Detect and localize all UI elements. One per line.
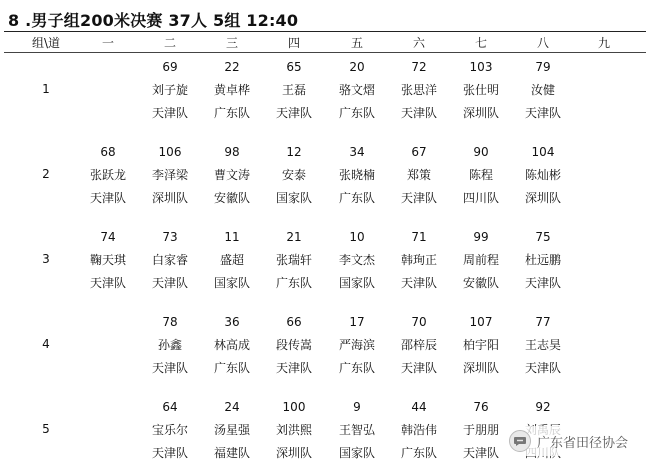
header-lane-1: 一	[101, 36, 115, 50]
bib-number: 75	[535, 230, 551, 244]
header-lane-6: 六	[412, 36, 426, 50]
athlete-entry	[389, 398, 449, 467]
athlete-name: 王志昊	[524, 338, 561, 352]
bib-number: 24	[224, 400, 240, 414]
bib-number: 12	[286, 145, 302, 159]
team-name: 天津队	[524, 106, 561, 120]
team-name: 安徽队	[462, 276, 499, 290]
bib-number: 90	[473, 145, 489, 159]
team-name: 四川队	[462, 191, 499, 205]
athlete-entry	[451, 313, 511, 382]
team-name: 广东队	[213, 106, 250, 120]
athlete-name: 安泰	[281, 168, 306, 182]
athlete-name: 孙鑫	[157, 338, 182, 352]
athlete-entry	[389, 228, 449, 297]
team-name: 天津队	[89, 191, 126, 205]
athlete-name: 李泽梁	[151, 168, 188, 182]
athlete-name: 骆文熠	[338, 83, 375, 97]
athlete-name: 李文杰	[338, 253, 375, 267]
athlete-name: 陈程	[468, 168, 493, 182]
bib-number: 34	[349, 145, 365, 159]
team-name: 天津队	[89, 276, 126, 290]
athlete-name: 宝乐尔	[151, 423, 188, 437]
athlete-entry	[202, 313, 262, 382]
athlete-name: 张瑞轩	[275, 253, 312, 267]
athlete-name: 郑策	[406, 168, 431, 182]
bib-number: 17	[349, 315, 365, 329]
team-name: 广东队	[338, 106, 375, 120]
athlete-entry	[513, 58, 573, 127]
athlete-entry	[202, 143, 262, 212]
bib-number: 68	[100, 145, 116, 159]
heat-group	[0, 228, 650, 296]
athlete-entry	[451, 228, 511, 297]
athlete-name: 杜远鹏	[524, 253, 561, 267]
athlete-name: 汤星强	[213, 423, 250, 437]
bib-number: 76	[473, 400, 489, 414]
team-name: 天津队	[524, 276, 561, 290]
bib-number: 21	[286, 230, 302, 244]
bib-number: 10	[349, 230, 365, 244]
athlete-entry	[78, 143, 138, 212]
team-name: 广东队	[213, 361, 250, 375]
page-title: 8 .男子组200米决赛 37人 5组 12:40	[8, 11, 299, 30]
bib-number: 77	[535, 315, 551, 329]
header-lane-5: 五	[350, 36, 364, 50]
table-header	[0, 34, 650, 54]
team-name: 安徽队	[213, 191, 250, 205]
athlete-entry	[451, 58, 511, 127]
bib-number: 65	[286, 60, 302, 74]
bib-number: 99	[473, 230, 489, 244]
chat-bubble-icon	[509, 430, 531, 452]
bib-number: 9	[353, 400, 361, 414]
team-name: 深圳队	[524, 191, 561, 205]
athlete-name: 黄卓桦	[213, 83, 250, 97]
team-name: 广东队	[338, 361, 375, 375]
bib-number: 11	[224, 230, 240, 244]
athlete-name: 王磊	[281, 83, 306, 97]
team-name: 天津队	[400, 191, 437, 205]
header-lane-3: 三	[225, 36, 239, 50]
athlete-entry	[327, 313, 387, 382]
header-lane-9: 九	[597, 36, 611, 50]
bib-number: 79	[535, 60, 551, 74]
group-number: 5	[42, 422, 50, 436]
bib-number: 70	[411, 315, 427, 329]
team-name: 天津队	[400, 276, 437, 290]
athlete-name: 白家睿	[151, 253, 188, 267]
team-name: 天津队	[151, 446, 188, 460]
athlete-entry	[264, 228, 324, 297]
bib-number: 104	[531, 145, 555, 159]
athlete-entry	[327, 143, 387, 212]
bib-number: 106	[158, 145, 182, 159]
athlete-entry	[140, 143, 200, 212]
athlete-name: 周前程	[462, 253, 499, 267]
group-number: 2	[42, 167, 50, 181]
athlete-entry	[140, 228, 200, 297]
team-name: 天津队	[524, 361, 561, 375]
athlete-name: 林高成	[213, 338, 250, 352]
bib-number: 103	[469, 60, 493, 74]
bib-number: 74	[100, 230, 116, 244]
team-name: 福建队	[213, 446, 250, 460]
team-name: 国家队	[275, 191, 312, 205]
bib-number: 100	[282, 400, 306, 414]
athlete-entry	[389, 143, 449, 212]
athlete-name: 韩浩伟	[400, 423, 437, 437]
athlete-entry	[513, 228, 573, 297]
heat-group	[0, 58, 650, 126]
athlete-name: 刘洪熙	[275, 423, 312, 437]
team-name: 天津队	[151, 361, 188, 375]
athlete-entry	[264, 398, 324, 467]
watermark-text: 广东省田径协会	[536, 435, 628, 451]
group-number: 3	[42, 252, 50, 266]
team-name: 天津队	[275, 106, 312, 120]
group-number: 4	[42, 337, 50, 351]
athlete-name: 陈灿彬	[524, 168, 561, 182]
athlete-name: 张跃龙	[89, 168, 126, 182]
header-lane-8: 八	[536, 36, 550, 50]
athlete-entry	[327, 398, 387, 467]
athlete-name: 张仕明	[462, 83, 499, 97]
athlete-entry	[78, 228, 138, 297]
athlete-entry	[451, 143, 511, 212]
bib-number: 69	[162, 60, 178, 74]
athlete-entry	[140, 398, 200, 467]
athlete-name: 严海滨	[338, 338, 375, 352]
athlete-entry	[140, 313, 200, 382]
athlete-name: 张晓楠	[338, 168, 375, 182]
bib-number: 22	[224, 60, 240, 74]
header-rule	[4, 52, 646, 53]
athlete-entry	[389, 313, 449, 382]
athlete-entry	[140, 58, 200, 127]
bib-number: 71	[411, 230, 427, 244]
team-name: 广东队	[275, 276, 312, 290]
header-lane-7: 七	[474, 36, 488, 50]
athlete-entry	[513, 143, 573, 212]
team-name: 天津队	[151, 276, 188, 290]
athlete-name: 邵梓辰	[400, 338, 437, 352]
bib-number: 64	[162, 400, 178, 414]
athlete-name: 张思洋	[400, 83, 437, 97]
bib-number: 66	[286, 315, 302, 329]
athlete-name: 于朋朋	[462, 423, 499, 437]
athlete-entry	[202, 228, 262, 297]
bib-number: 92	[535, 400, 551, 414]
athlete-name: 鞠天琪	[89, 253, 126, 267]
team-name: 天津队	[462, 446, 499, 460]
athlete-entry	[513, 313, 573, 382]
title-rule	[4, 31, 646, 32]
athlete-name: 盛超	[219, 253, 244, 267]
bib-number: 107	[469, 315, 493, 329]
athlete-name: 刘子旋	[151, 83, 188, 97]
athlete-entry	[264, 58, 324, 127]
heat-group	[0, 143, 650, 211]
header-lane-4: 四	[287, 36, 301, 50]
team-name: 国家队	[338, 276, 375, 290]
team-name: 天津队	[400, 106, 437, 120]
watermark	[503, 426, 634, 456]
team-name: 天津队	[151, 106, 188, 120]
team-name: 国家队	[213, 276, 250, 290]
group-number: 1	[42, 82, 50, 96]
team-name: 天津队	[275, 361, 312, 375]
bib-number: 98	[224, 145, 240, 159]
bib-number: 36	[224, 315, 240, 329]
bib-number: 73	[162, 230, 178, 244]
team-name: 国家队	[338, 446, 375, 460]
bib-number: 44	[411, 400, 427, 414]
athlete-entry	[264, 143, 324, 212]
header-lane-2: 二	[163, 36, 177, 50]
athlete-name: 汝健	[530, 83, 555, 97]
athlete-entry	[264, 313, 324, 382]
header-group-lane: 组\道	[31, 36, 61, 50]
team-name: 广东队	[400, 446, 437, 460]
athlete-entry	[327, 58, 387, 127]
athlete-name: 王智弘	[338, 423, 375, 437]
athlete-entry	[202, 58, 262, 127]
athlete-name: 曹文涛	[213, 168, 250, 182]
athlete-entry	[327, 228, 387, 297]
bib-number: 20	[349, 60, 365, 74]
athlete-entry	[389, 58, 449, 127]
bib-number: 72	[411, 60, 427, 74]
athlete-name: 段传嵩	[275, 338, 312, 352]
team-name: 深圳队	[462, 361, 499, 375]
athlete-name: 韩珣正	[400, 253, 437, 267]
athlete-entry	[202, 398, 262, 467]
team-name: 深圳队	[275, 446, 312, 460]
team-name: 广东队	[338, 191, 375, 205]
team-name: 深圳队	[151, 191, 188, 205]
athlete-name: 柏宇阳	[462, 338, 499, 352]
bib-number: 67	[411, 145, 427, 159]
team-name: 深圳队	[462, 106, 499, 120]
bib-number: 78	[162, 315, 178, 329]
heat-group	[0, 313, 650, 381]
team-name: 天津队	[400, 361, 437, 375]
